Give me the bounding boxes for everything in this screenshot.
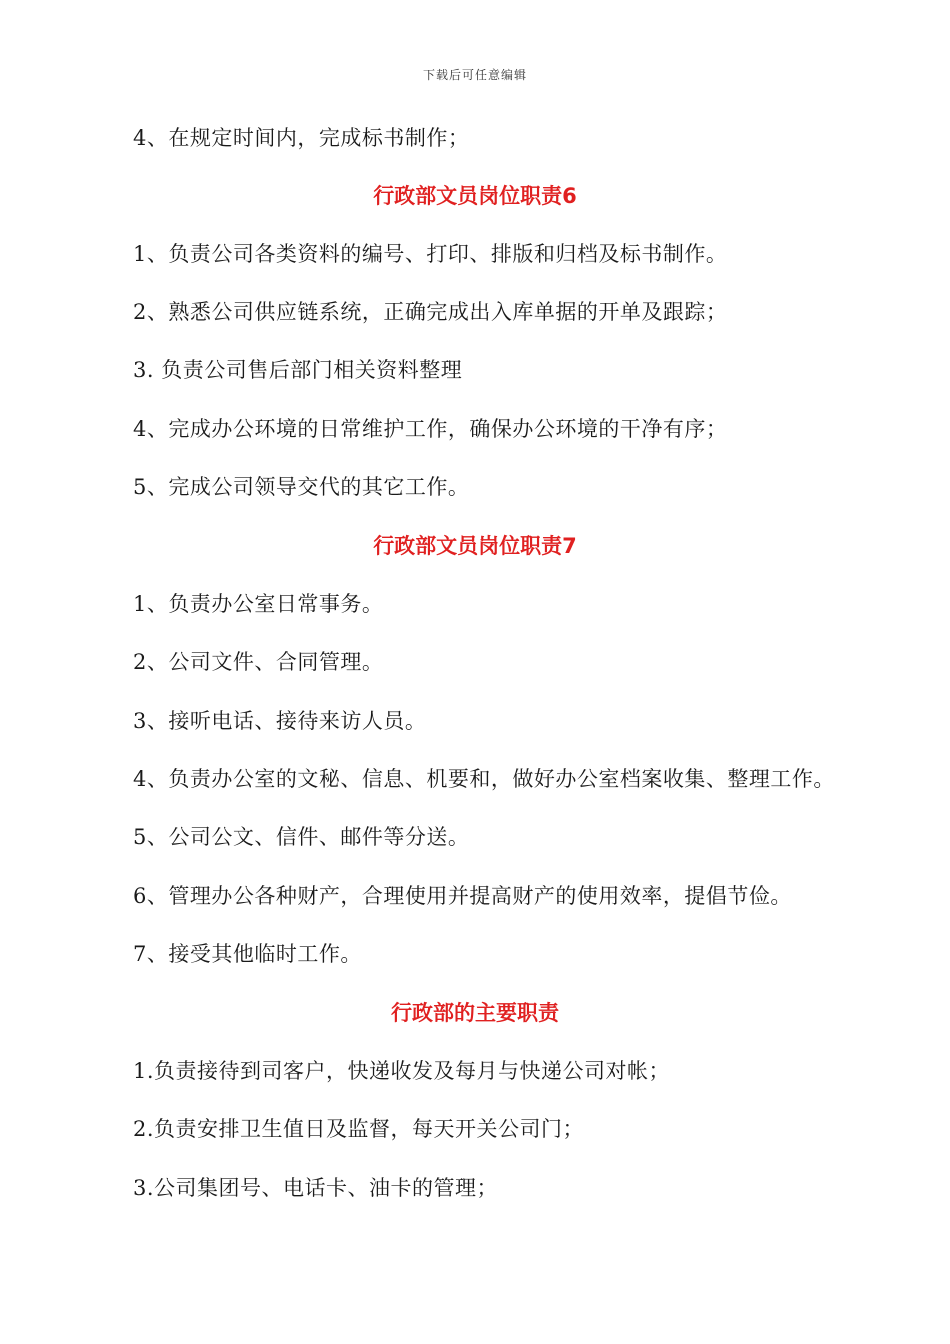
section-7-item-5: 5、公司公文、信件、邮件等分送。 (133, 825, 470, 849)
section-6-item-1: 1、负责公司各类资料的编号、打印、排版和归档及标书制作。 (133, 242, 728, 266)
section-6-item-3: 3. 负责公司售后部门相关资料整理 (133, 358, 463, 382)
section-6-item-5: 5、完成公司领导交代的其它工作。 (133, 475, 470, 499)
section-6-title: 行政部文员岗位职责6 (373, 184, 577, 208)
section-7-item-7: 7、接受其他临时工作。 (133, 942, 362, 966)
section-6-item-4: 4、完成办公环境的日常维护工作，确保办公环境的干净有序； (133, 417, 728, 441)
intro-line: 4、在规定时间内，完成标书制作； (133, 126, 470, 150)
section-7-item-3: 3、接听电话、接待来访人员。 (133, 709, 427, 733)
main-duties-item-1: 1.负责接待到司客户，快递收发及每月与快递公司对帐； (133, 1059, 671, 1083)
main-duties-item-2: 2.负责安排卫生值日及监督，每天开关公司门； (133, 1117, 585, 1141)
main-duties-title: 行政部的主要职责 (391, 1001, 559, 1025)
section-7-item-6: 6、管理办公各种财产，合理使用并提高财产的使用效率，提倡节俭。 (133, 884, 792, 908)
section-6-item-2: 2、熟悉公司供应链系统，正确完成出入库单据的开单及跟踪； (133, 300, 728, 324)
page-header: 下载后可任意编辑 (422, 68, 527, 82)
section-7-item-2: 2、公司文件、合同管理。 (133, 650, 384, 674)
main-duties-item-3: 3.公司集团号、电话卡、油卡的管理； (133, 1176, 499, 1200)
section-7-item-1: 1、负责办公室日常事务。 (133, 592, 384, 616)
section-7-item-4: 4、负责办公室的文秘、信息、机要和，做好办公室档案收集、整理工作。 (133, 767, 835, 791)
section-7-title: 行政部文员岗位职责7 (373, 534, 577, 558)
